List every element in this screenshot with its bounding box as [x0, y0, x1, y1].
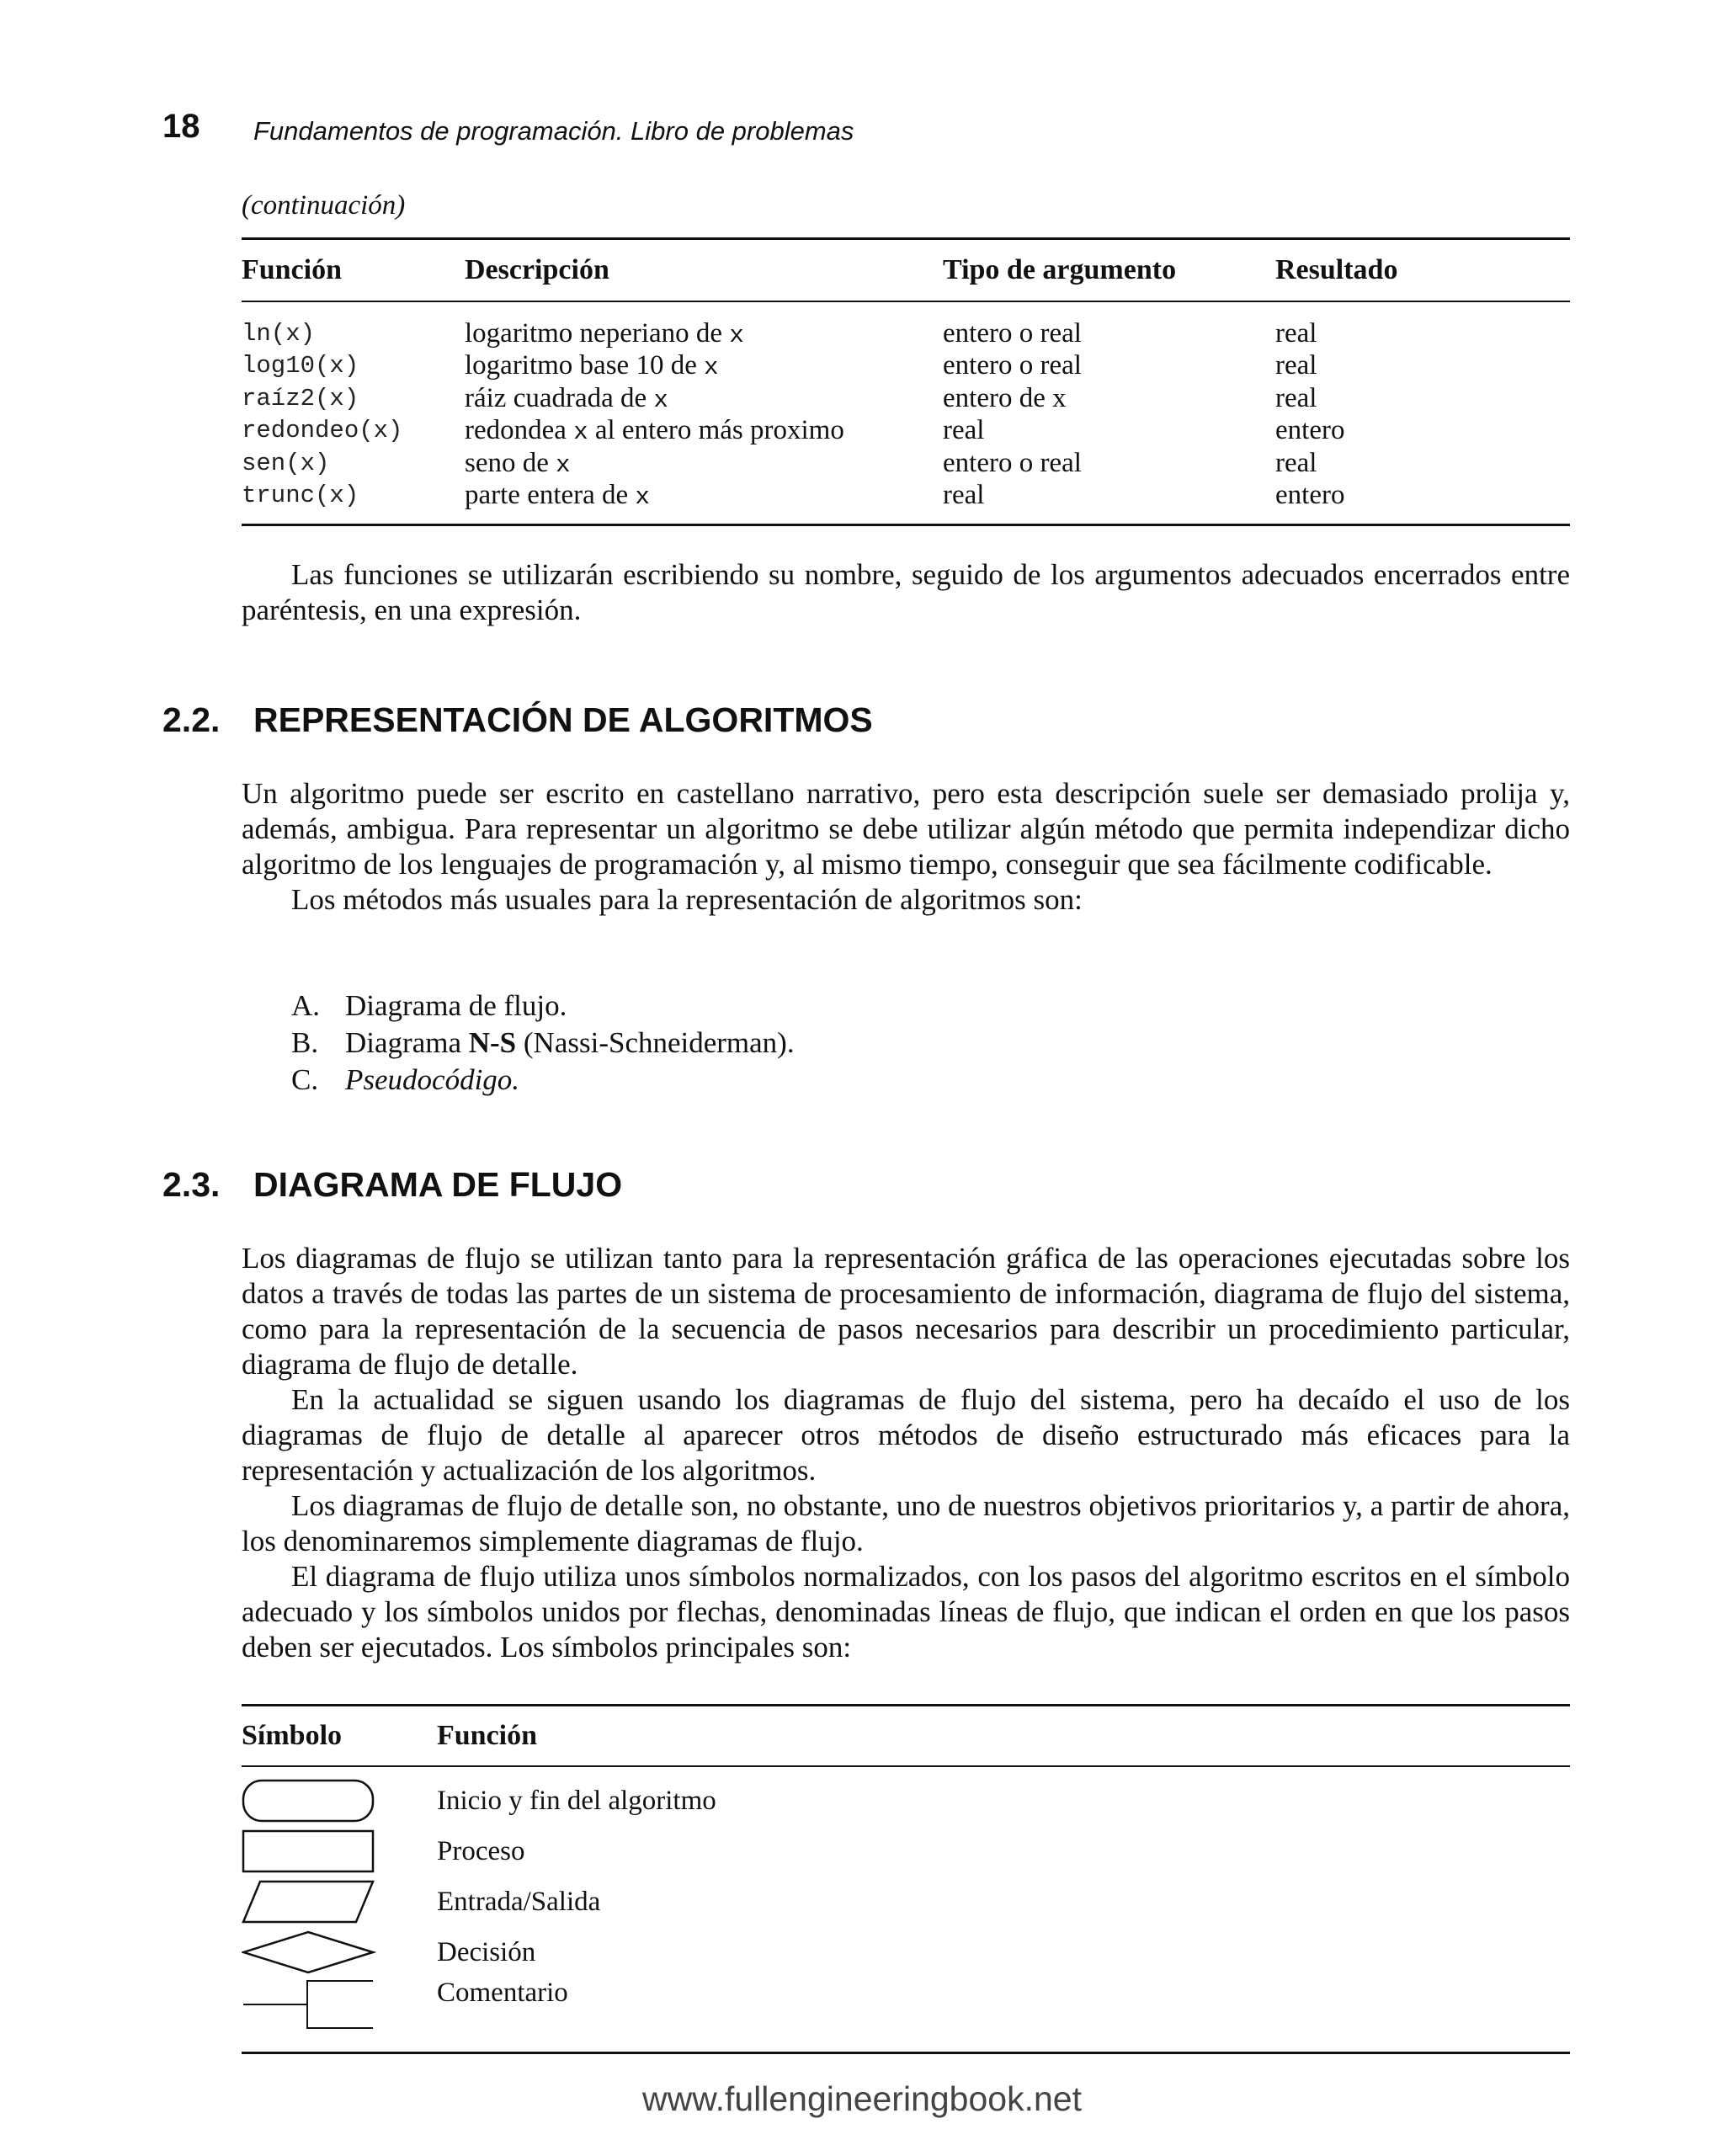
list-item: [291, 1062, 1620, 1099]
table-row: [242, 480, 1570, 513]
function-description: logaritmo base 10 de x: [465, 350, 719, 382]
argument-type: entero o real: [943, 447, 1082, 478]
function-name: raíz2(x): [242, 384, 359, 413]
running-header: [162, 108, 1594, 150]
table-row: [242, 1927, 1570, 1978]
table-body: [242, 1767, 1570, 2052]
result-type: real: [1275, 350, 1317, 381]
symbol-function: Proceso: [437, 1835, 525, 1866]
function-name: sen(x): [242, 449, 330, 477]
table-row: [242, 1775, 1570, 1826]
column-header-funcion: Función: [242, 254, 343, 285]
section-2-2-body: [242, 776, 1570, 918]
symbol-function: Decisión: [437, 1936, 536, 1967]
paragraph: Las funciones se utilizarán escribiendo su nombre, seguido de los argumentos adecuados encerrados entre paréntesis, en una expresión.: [242, 558, 1570, 626]
function-description: redondea x al entero más proximo: [465, 415, 844, 447]
section-heading-2-2: [162, 700, 873, 740]
paragraph: El diagrama de flujo utiliza unos símbolos normalizados, con los pasos del algoritmo escritos en el símbolo adecuado y los símbolos unidos por flechas, denominadas líneas de flujo, que indican el orden en que los pasos deben ser ejecutados. Los símbolos principales son:: [242, 1560, 1570, 1664]
functions-table: [242, 237, 1570, 526]
paragraph: Los diagramas de flujo se utilizan tanto para la representación gráfica de las operaciones ejecutadas sobre los datos a través de todas las partes de un sistema de procesamiento de información, diagrama de flujo del sistema, como para la representación de la secuencia de pasos necesarios para describir un procedimiento particular, diagrama de flujo de detalle.: [242, 1242, 1570, 1381]
list-item: [291, 988, 1620, 1025]
result-type: real: [1275, 447, 1317, 478]
list-item-text: Diagrama de flujo.: [345, 989, 567, 1022]
continuation-label: (continuación): [242, 190, 406, 221]
comment-symbol-icon: [242, 1978, 437, 2033]
table-body: [242, 302, 1570, 524]
list-item-text: Diagrama N-S (Nassi-Schneiderman).: [345, 1026, 795, 1059]
table-row: [242, 350, 1570, 383]
symbols-table: [242, 1704, 1570, 2054]
table-row: [242, 415, 1570, 448]
column-header-simbolo: Símbolo: [242, 1720, 343, 1751]
footer-url: www.fullengineeringbook.net: [642, 2079, 1082, 2118]
page-number: 18: [162, 108, 200, 145]
book-title: Fundamentos de programación. Libro de problemas: [253, 116, 854, 146]
function-name: trunc(x): [242, 482, 359, 510]
table-bottom-rule: [242, 524, 1570, 526]
section-number: 2.2.: [162, 700, 221, 739]
function-name: redondeo(x): [242, 417, 403, 445]
table-row: [242, 1978, 1570, 2033]
result-type: real: [1275, 317, 1317, 349]
paragraph: Los diagramas de flujo de detalle son, no obstante, uno de nuestros objetivos prioritarios y, a partir de ahora, los denominaremos simplemente diagramas de flujo.: [242, 1489, 1570, 1557]
list-marker: A.: [291, 989, 321, 1022]
function-description: parte entera de x: [465, 480, 650, 512]
result-type: entero: [1275, 415, 1345, 446]
table-row: [242, 382, 1570, 415]
function-description: seno de x: [465, 447, 571, 479]
table-row: [242, 1877, 1570, 1927]
argument-type: real: [943, 480, 985, 511]
function-description: logaritmo neperiano de x: [465, 317, 744, 349]
function-description: ráiz cuadrada de x: [465, 382, 668, 414]
table-header-row: [242, 240, 1570, 301]
paragraph: Un algoritmo puede ser escrito en castellano narrativo, pero esta descripción suele ser demasiado prolija y, además, ambigua. Para representar un algoritmo se debe utilizar algún método que permita independizar dicho algoritmo de los lenguajes de programación y, al mismo tiempo, conseguir que sea fácilmente codificable.: [242, 777, 1570, 881]
argument-type: entero de x: [943, 382, 1067, 413]
result-type: entero: [1275, 480, 1345, 511]
decision-symbol-icon: [242, 1929, 437, 1976]
paragraph: Los métodos más usuales para la representación de algoritmos son:: [291, 883, 1083, 916]
table-header-row: [242, 1706, 1570, 1765]
section-2-3-body: [242, 1241, 1570, 1665]
list-item-text: Pseudocódigo.: [345, 1063, 520, 1096]
argument-type: entero o real: [943, 317, 1082, 349]
result-type: real: [1275, 382, 1317, 413]
column-header-descripcion: Descripción: [465, 254, 609, 285]
function-name: ln(x): [242, 319, 316, 348]
table-bottom-rule: [242, 2052, 1570, 2054]
list-marker: C.: [291, 1063, 319, 1096]
column-header-resultado: Resultado: [1275, 254, 1398, 285]
section-number: 2.3.: [162, 1165, 221, 1204]
list-marker: B.: [291, 1026, 319, 1059]
intro-paragraph: [242, 557, 1570, 628]
process-symbol-icon: [242, 1828, 437, 1875]
section-title: DIAGRAMA DE FLUJO: [253, 1165, 623, 1204]
section-heading-2-3: [162, 1165, 622, 1205]
symbol-function: Inicio y fin del algoritmo: [437, 1785, 716, 1816]
section-title: REPRESENTACIÓN DE ALGORITMOS: [253, 700, 873, 739]
symbol-function: Comentario: [437, 1978, 568, 2008]
argument-type: real: [943, 415, 985, 446]
column-header-funcion: Función: [437, 1720, 538, 1751]
table-row: [242, 447, 1570, 480]
function-name: log10(x): [242, 352, 359, 381]
column-header-tipo-argumento: Tipo de argumento: [943, 254, 1177, 285]
list-item: [291, 1025, 1620, 1062]
argument-type: entero o real: [943, 350, 1082, 381]
paragraph: En la actualidad se siguen usando los diagramas de flujo del sistema, pero ha decaído el uso de los diagramas de flujo de detalle al aparecer otros métodos de diseño estructurado más eficaces para la representación y actualización de los algoritmos.: [242, 1383, 1570, 1487]
table-row: [242, 1826, 1570, 1877]
symbol-function: Entrada/Salida: [437, 1886, 601, 1917]
terminal-symbol-icon: [242, 1777, 437, 1824]
input-output-symbol-icon: [242, 1878, 437, 1925]
methods-list: [291, 988, 1620, 1099]
table-row: [242, 317, 1570, 350]
